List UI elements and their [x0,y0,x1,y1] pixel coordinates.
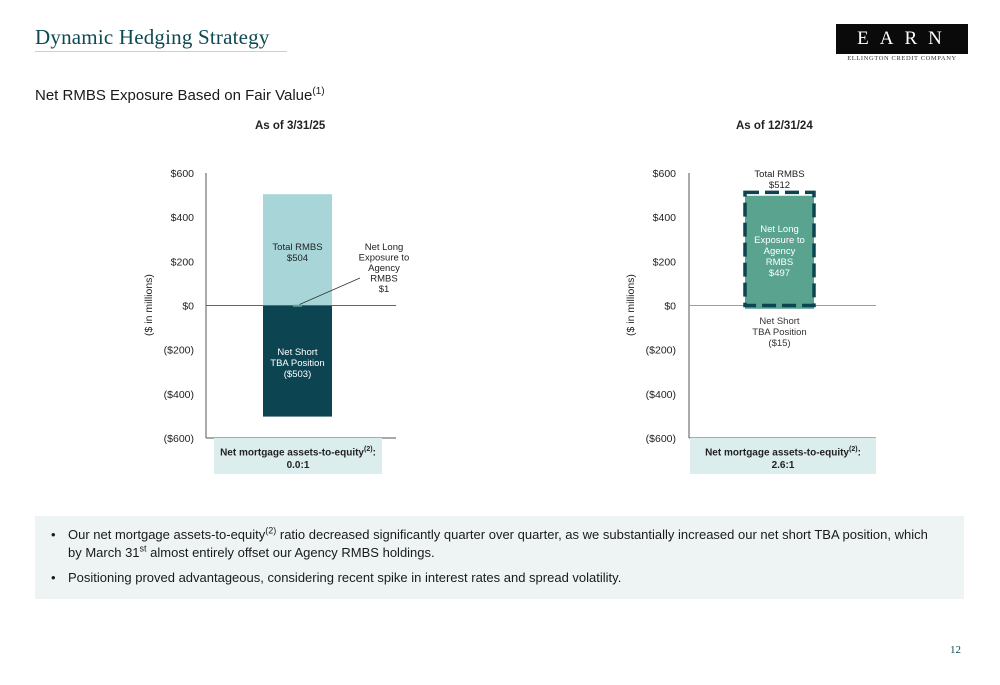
bullet-1-text-c: almost entirely offset our Agency RMBS holdings. [146,545,435,560]
ratio-suffix-right: : [857,447,861,459]
label-net-long-line: Agency [368,263,400,274]
ratio-value-right: 2.6:1 [771,460,795,472]
y-tick-label: $0 [182,300,194,313]
label-net-long-line: Net Long [364,242,404,253]
bar-net-long [293,305,302,307]
y-tick-label: $400 [652,212,676,225]
label-net-long-line: Exposure to [754,235,805,246]
ratio-label-right: Net mortgage assets-to-equity [705,447,849,459]
label-net-short-tba [752,316,806,349]
y-tick-label: $200 [652,256,676,269]
y-axis-label: ($ in millions) [625,274,637,336]
label-net-short-tba-line: ($503) [283,369,312,380]
label-total-rmbs-line: $512 [768,180,791,191]
label-total-rmbs [754,169,804,191]
bullet-1-text-a: Our net mortgage assets-to-equity [68,527,266,542]
label-net-short-tba-line: Net Short [277,347,318,358]
y-tick-label: $0 [664,300,676,313]
y-tick-label: $600 [170,168,194,180]
label-net-long-line: $497 [768,268,791,279]
y-tick-label: ($200) [163,344,194,357]
y-axis-label: ($ in millions) [143,274,155,336]
y-tick-label: ($600) [645,433,676,445]
bullet-glyph: • [51,527,56,542]
ratio-label-left: Net mortgage assets-to-equity [220,447,364,459]
commentary-box [35,516,964,599]
label-net-short-tba-line: Net Short [759,316,800,327]
y-tick-label: ($400) [645,388,676,401]
bullet-item [51,525,934,562]
label-net-long-line: $1 [378,284,390,295]
y-tick-label: $200 [170,256,194,269]
y-tick-label: $600 [652,168,676,180]
bullet-1-text-b: ratio decreased significantly quarter over quarter, as we substantially increased our net short TBA position, which by March 31 [68,527,928,560]
y-tick-label: $400 [170,212,194,225]
company-logo-subtext: ELLINGTON CREDIT COMPANY [847,55,957,62]
label-net-long-line: RMBS [370,273,398,285]
label-total-rmbs-line: Total RMBS [272,242,323,253]
ratio-footnote-left: (2) [364,446,373,453]
ratio-box-left [214,438,382,474]
label-net-long-line: Net Long [760,224,799,235]
page-number: 12 [950,644,961,656]
label-total-rmbs-line: Total RMBS [754,169,805,180]
y-tick-label: ($400) [163,388,194,401]
label-net-short-tba-line: TBA Position [752,327,807,338]
label-net-long-line: Exposure to [358,252,410,264]
panel-title-right: As of 12/31/24 [736,120,813,132]
bullet-2-text: Positioning proved advantageous, considering recent spike in interest rates and spread volatility. [68,570,622,585]
bullet-1-ordinal: st [139,543,147,554]
subtitle-footnote: (1) [312,86,325,97]
label-net-long-line: RMBS [765,257,794,268]
bullet-glyph: • [51,570,56,585]
ratio-footnote-right: (2) [849,446,858,453]
panel-title-left: As of 3/31/25 [255,120,326,132]
page-title: Dynamic Hedging Strategy [35,25,270,49]
label-total-rmbs-line: $504 [286,253,309,264]
y-tick-label: ($200) [645,344,676,357]
ratio-value-left: 0.0:1 [286,460,310,472]
bullet-item [51,569,934,587]
subtitle-text: Net RMBS Exposure Based on Fair Value [35,87,313,104]
label-net-short-tba-line: ($15) [768,338,791,349]
chart-right [625,168,876,445]
label-net-short-tba-line: TBA Position [270,358,325,369]
chart-left [143,168,409,445]
label-net-long [359,242,410,295]
ratio-box-right [690,438,876,474]
company-logo: EARN [836,24,968,54]
y-tick-label: ($600) [163,433,194,445]
bullet-1-footnote: (2) [265,525,277,536]
label-net-long-line: Agency [763,246,796,257]
ratio-suffix-left: : [372,447,376,459]
